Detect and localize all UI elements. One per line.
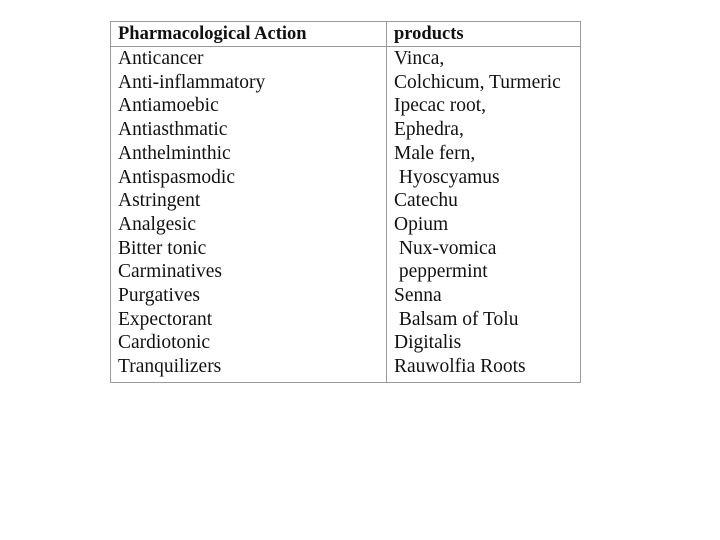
product-cell: Ipecac root, [387,94,581,118]
pharmacology-table [110,21,581,383]
table-row [111,237,581,261]
product-cell: peppermint [387,260,581,284]
action-cell: Anti-inflammatory [111,71,387,95]
action-cell: Expectorant [111,308,387,332]
product-cell: Digitalis [387,331,581,355]
product-cell: Catechu [387,189,581,213]
table-row [111,189,581,213]
header-pharmacological-action: Pharmacological Action [111,22,387,47]
action-cell: Anthelminthic [111,142,387,166]
table-row [111,331,581,355]
product-cell: Nux-vomica [387,237,581,261]
table-row [111,142,581,166]
table-row [111,355,581,382]
header-row [111,22,581,47]
pharmacology-table-container [110,21,580,383]
action-cell: Tranquilizers [111,355,387,382]
product-cell: Balsam of Tolu [387,308,581,332]
action-cell: Purgatives [111,284,387,308]
table-row [111,94,581,118]
product-cell: Vinca, [387,47,581,71]
product-cell: Colchicum, Turmeric [387,71,581,95]
table-row [111,71,581,95]
action-cell: Anticancer [111,47,387,71]
product-cell: Male fern, [387,142,581,166]
header-products: products [387,22,581,47]
table-row [111,260,581,284]
table-row [111,166,581,190]
table-row [111,118,581,142]
action-cell: Antiamoebic [111,94,387,118]
action-cell: Astringent [111,189,387,213]
action-cell: Antiasthmatic [111,118,387,142]
product-cell: Senna [387,284,581,308]
product-cell: Rauwolfia Roots [387,355,581,382]
product-cell: Hyoscyamus [387,166,581,190]
table-row [111,213,581,237]
action-cell: Bitter tonic [111,237,387,261]
action-cell: Carminatives [111,260,387,284]
product-cell: Ephedra, [387,118,581,142]
table-row [111,308,581,332]
action-cell: Cardiotonic [111,331,387,355]
table-row [111,47,581,71]
action-cell: Analgesic [111,213,387,237]
action-cell: Antispasmodic [111,166,387,190]
table-row [111,284,581,308]
product-cell: Opium [387,213,581,237]
